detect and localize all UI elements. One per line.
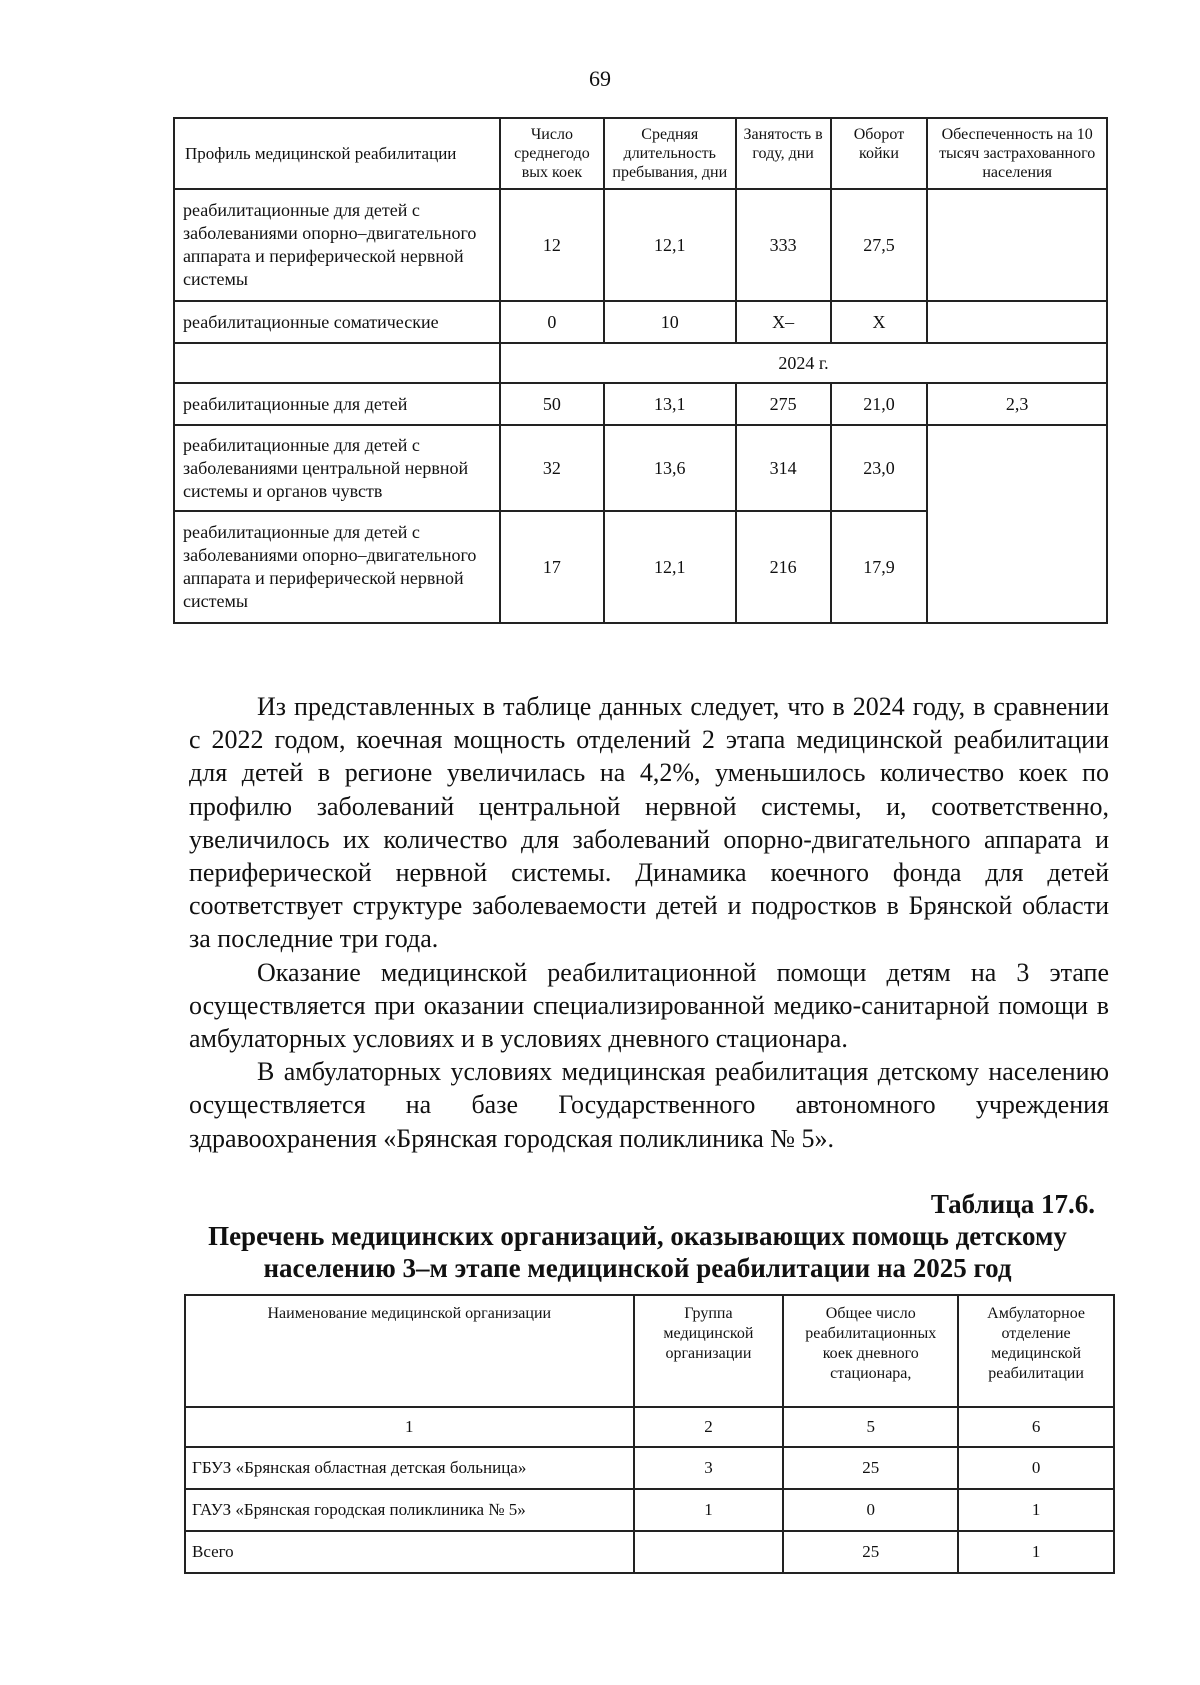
row-duration: 12,1 (604, 511, 736, 623)
row-provision: 2,3 (927, 383, 1107, 425)
row-ambulatory: 1 (958, 1531, 1114, 1573)
row-beds: 17 (500, 511, 604, 623)
col-number: 1 (185, 1407, 634, 1447)
row-day-beds: 25 (783, 1531, 958, 1573)
page-number: 69 (589, 66, 611, 91)
row-occupancy: 275 (736, 383, 831, 425)
row-org-group: 1 (634, 1489, 784, 1531)
row-turnover: 23,0 (831, 425, 928, 511)
year-row (174, 343, 1107, 383)
row-occupancy: Х– (736, 301, 831, 343)
table-title-line: населению 3–м этапе медицинской реабилитации на 2025 год (263, 1253, 1012, 1283)
table-row (174, 425, 1107, 511)
row-provision (927, 189, 1107, 301)
row-beds: 32 (500, 425, 604, 511)
table-row (185, 1447, 1114, 1489)
row-beds: 50 (500, 383, 604, 425)
header-org-group: Группа медицинской организации (634, 1295, 784, 1407)
header-day-beds: Общее число реабилитационных коек дневного стационара, (783, 1295, 958, 1407)
body-text (189, 690, 1109, 1155)
table-number: Таблица 17.6. (930, 1189, 1095, 1219)
row-duration: 10 (604, 301, 736, 343)
col-number: 2 (634, 1407, 784, 1447)
row-profile: реабилитационные для детей с заболеваниями центральной нервной системы и органов чувств (174, 425, 500, 511)
row-duration: 13,1 (604, 383, 736, 425)
row-provision (927, 301, 1107, 343)
paragraph: Из представленных в таблице данных следует, что в 2024 году, в сравнении с 2022 годом, коечная мощность отделений 2 этапа медицинской реабилитации для детей в регионе увеличилась на 4,2%, уменьшилось количество коек по профилю заболеваний центральной нервной системы, и, соответственно, увеличилось их количество для заболеваний опорно-двигательного аппарата и периферической нервной системы. Динамика коечного фонда для детей соответствует структуре заболеваемости детей и подростков в Брянской области за последние три года. (189, 692, 1109, 954)
row-beds: 12 (500, 189, 604, 301)
row-turnover: 27,5 (831, 189, 928, 301)
row-profile: реабилитационные для детей (174, 383, 500, 425)
row-profile: реабилитационные соматические (174, 301, 500, 343)
table-row (174, 301, 1107, 343)
column-number-row (185, 1407, 1114, 1447)
year-label: 2024 г. (500, 343, 1107, 383)
table-header-row (185, 1295, 1114, 1407)
row-org-name: Всего (185, 1531, 634, 1573)
year-blank-cell (174, 343, 500, 383)
row-org-group: 3 (634, 1447, 784, 1489)
row-beds: 0 (500, 301, 604, 343)
header-profile: Профиль медицинской реабилитации (174, 118, 500, 189)
table-row-total (185, 1531, 1114, 1573)
row-turnover: Х (831, 301, 928, 343)
row-day-beds: 0 (783, 1489, 958, 1531)
organizations-table (184, 1294, 1115, 1574)
row-ambulatory: 0 (958, 1447, 1114, 1489)
header-occupancy: Занятость в году, дни (736, 118, 831, 189)
table-title-line: Перечень медицинских организаций, оказывающих помощь детскому (208, 1221, 1067, 1251)
table-caption (180, 1188, 1095, 1284)
col-number: 6 (958, 1407, 1114, 1447)
header-provision: Обеспеченность на 10 тысяч застрахованного населения (927, 118, 1107, 189)
header-ambulatory: Амбулаторное отделение медицинской реабилитации (958, 1295, 1114, 1407)
row-occupancy: 216 (736, 511, 831, 623)
paragraph: В амбулаторных условиях медицинская реабилитация детскому населению осуществляется на базе Государственного автономного учреждения здравоохранения «Брянская городская поликлиника № 5». (189, 1057, 1109, 1153)
row-ambulatory: 1 (958, 1489, 1114, 1531)
row-occupancy: 333 (736, 189, 831, 301)
paragraph: Оказание медицинской реабилитационной помощи детям на 3 этапе осуществляется при оказании специализированной медико-санитарной помощи в амбулаторных условиях и в условиях дневного стационара. (189, 957, 1109, 1054)
row-duration: 12,1 (604, 189, 736, 301)
header-beds: Число среднегодо вых коек (500, 118, 604, 189)
header-org-name: Наименование медицинской организации (185, 1295, 634, 1407)
col-number: 5 (783, 1407, 958, 1447)
row-profile: реабилитационные для детей с заболеваниями опорно–двигательного аппарата и периферической нервной системы (174, 511, 500, 623)
row-org-name: ГАУЗ «Брянская городская поликлиника № 5» (185, 1489, 634, 1531)
table-row (185, 1489, 1114, 1531)
row-turnover: 21,0 (831, 383, 928, 425)
row-day-beds: 25 (783, 1447, 958, 1489)
row-duration: 13,6 (604, 425, 736, 511)
row-org-name: ГБУЗ «Брянская областная детская больница» (185, 1447, 634, 1489)
table-row (174, 189, 1107, 301)
header-duration: Средняя длительность пребывания, дни (604, 118, 736, 189)
row-org-group (634, 1531, 784, 1573)
row-provision-merged (927, 425, 1107, 623)
row-profile: реабилитационные для детей с заболеваниями опорно–двигательного аппарата и периферической нервной системы (174, 189, 500, 301)
row-turnover: 17,9 (831, 511, 928, 623)
row-occupancy: 314 (736, 425, 831, 511)
table-row (174, 383, 1107, 425)
table-header-row (174, 118, 1107, 189)
bed-capacity-table (173, 117, 1108, 624)
header-turnover: Оборот койки (831, 118, 928, 189)
